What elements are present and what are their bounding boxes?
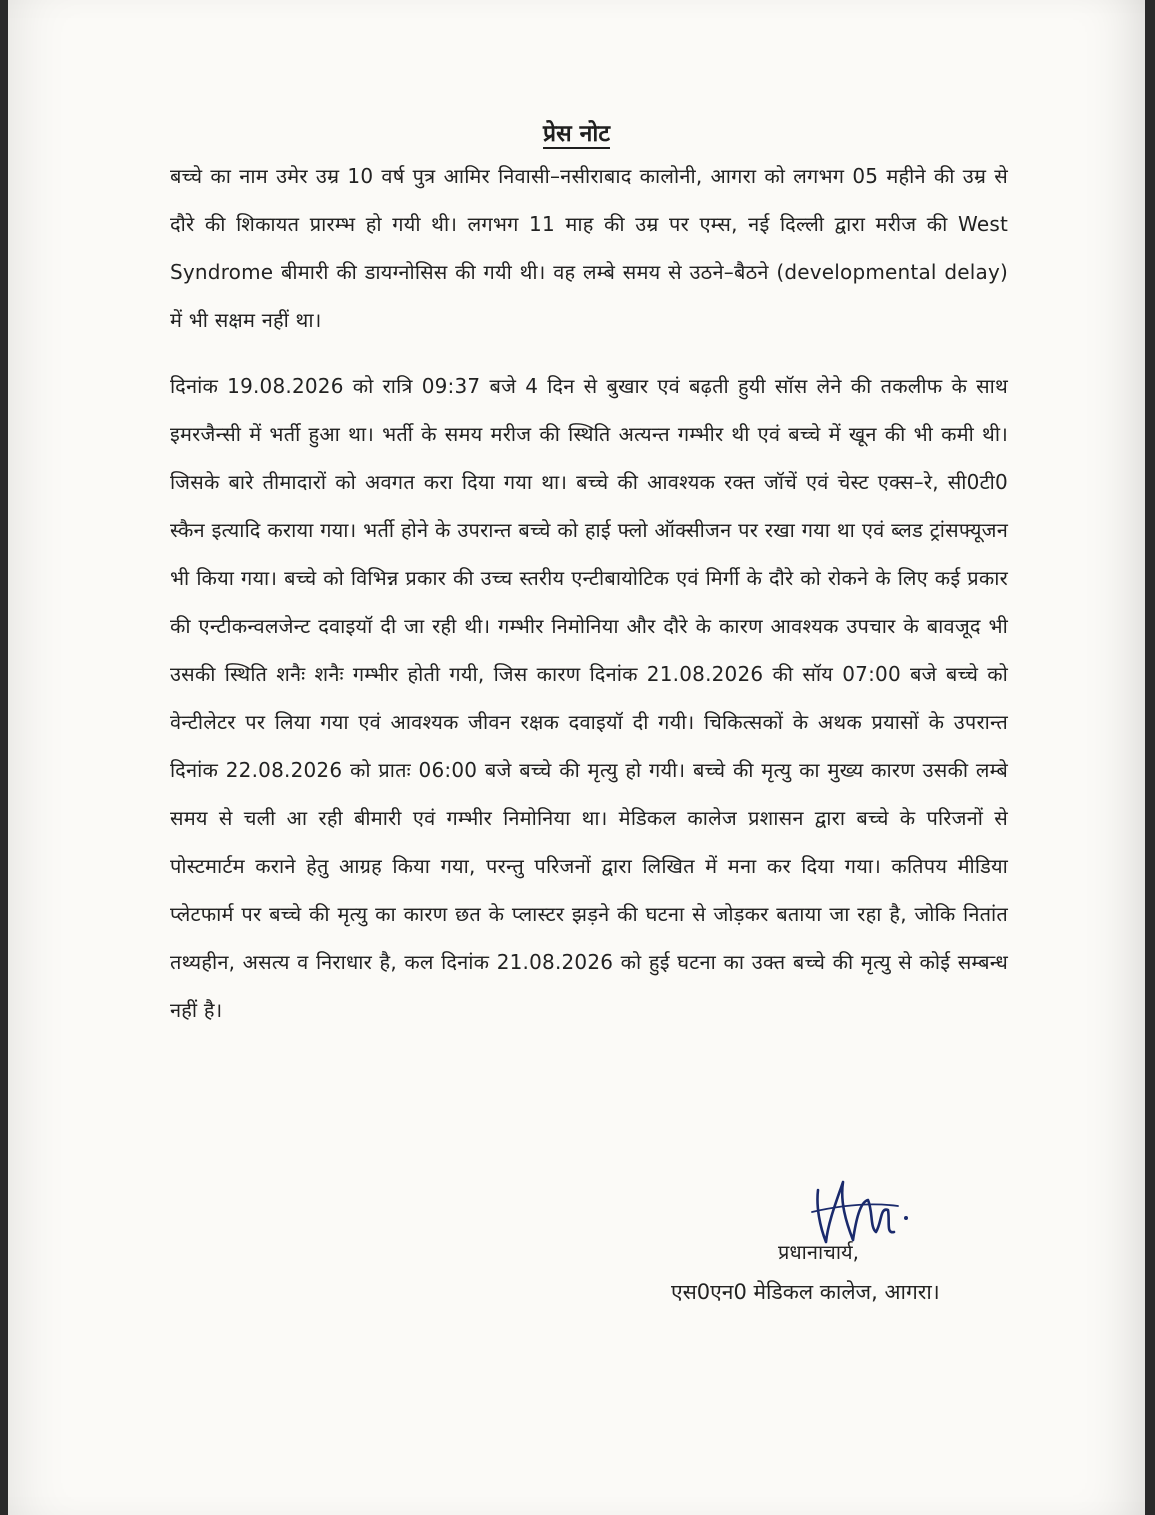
signatory-designation: प्रधानाचार्य,	[778, 1240, 859, 1264]
page-title	[8, 116, 1145, 148]
paragraph-treatment-details: दिनांक 19.08.2026 को रात्रि 09:37 बजे 4 दिन से बुखार एवं बढ़ती हुयी सॉस लेने की तकलीफ के साथ इमरजैन्सी में भर्ती हुआ था। भर्ती के समय मरीज की स्थिति अत्यन्त गम्भीर थी एवं बच्चे में खून की भी कमी थी। जिसके बारे तीमादारों को अवगत करा दिया गया था। बच्चे की आवश्यक रक्त जॉचें एवं चेस्ट एक्स–रे, सी0टी0 स्कैन इत्यादि कराया गया। भर्ती होने के उपरान्त बच्चे को हाई फ्लो ऑक्सीजन पर रखा गया था एवं ब्लड ट्रांसफ्यूजन भी किया गया। बच्चे को विभिन्न प्रकार की उच्च स्तरीय एन्टीबायोटिक एवं मिर्गी के दौरे को रोकने के लिए कई प्रकार की एन्टीकन्वलजेन्ट दवाइयॉ दी जा रही थी। गम्भीर निमोनिया और दौरे के कारण आवश्यक उपचार के बावजूद भी उसकी स्थिति शनैः शनैः गम्भीर होती गयी, जिस कारण दिनांक 21.08.2026 की सॉय 07:00 बजे बच्चे को वेन्टीलेटर पर लिया गया एवं आवश्यक जीवन रक्षक दवाइयॉ दी गयी। चिकित्सकों के अथक प्रयासों के उपरान्त दिनांक 22.08.2026 को प्रातः 06:00 बजे बच्चे की मृत्यु हो गयी। बच्चे की मृत्यु का मुख्य कारण उसकी लम्बे समय से चली आ रही बीमारी एवं गम्भीर निमोनिया था। मेडिकल कालेज प्रशासन द्वारा बच्चे के परिजनों से पोस्टमार्टम कराने हेतु आग्रह किया गया, परन्तु परिजनों द्वारा लिखित में मना कर दिया गया। कतिपय मीडिया प्लेटफार्म पर बच्चे की मृत्यु का कारण छत के प्लास्टर झड़ने की घटना से जोड़कर बताया जा रहा है, जोकि नितांत तथ्यहीन, असत्य व निराधार है, कल दिनांक 21.08.2026 को हुई घटना का उक्त बच्चे की मृत्यु से कोई सम्बन्ध नहीं है।	[170, 374, 1008, 1022]
paragraph-patient-history: बच्चे का नाम उमेर उम्र 10 वर्ष पुत्र आमिर निवासी–नसीराबाद कालोनी, आगरा को लगभग 05 महीने की उम्र से दौरे की शिकायत प्रारम्भ हो गयी थी। लगभग 11 माह की उम्र पर एम्स, नई दिल्ली द्वारा मरीज की West Syndrome बीमारी की डायग्नोसिस की गयी थी। वह लम्बे समय से उठने–बैठने (developmental delay) में भी सक्षम नहीं था।	[170, 164, 1008, 332]
title-text: प्रेस नोट	[543, 121, 610, 147]
press-note-page	[8, 0, 1145, 1515]
signatory-office: एस0एन0 मेडिकल कालेज, आगरा।	[671, 1280, 940, 1304]
